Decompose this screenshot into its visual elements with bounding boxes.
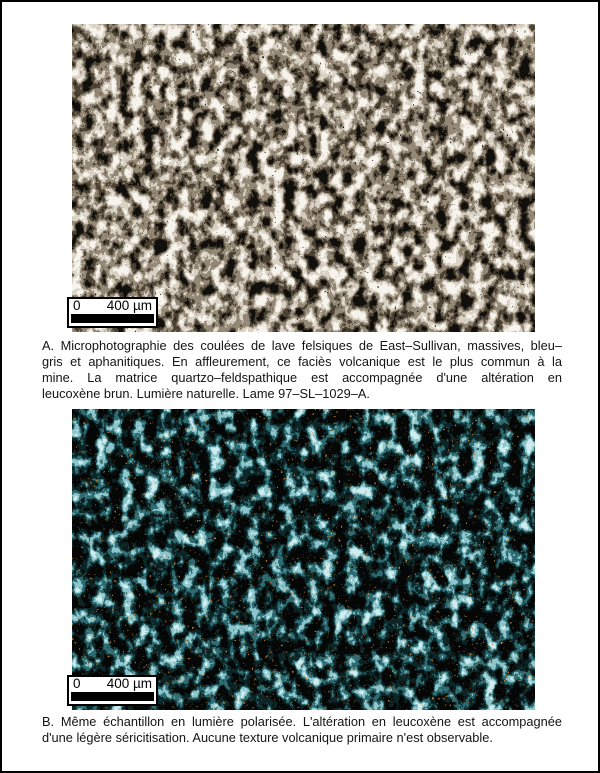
caption-a-line-2: gris et aphanitiques. En affleurement, ce faciès volcanique est le plus commun à la: [42, 354, 562, 369]
scale-length-label: 400 µm: [106, 298, 152, 313]
caption-a-line-4: leucoxène brun. Lumière naturelle. Lame 97–SL–1029–A.: [42, 386, 370, 401]
scale-bar-a: [67, 297, 158, 328]
scale-zero-label: 0: [73, 676, 81, 691]
scale-bar-a-line: [71, 314, 154, 323]
scale-bar-b: [67, 675, 158, 706]
scale-zero-label: 0: [73, 298, 81, 313]
caption-b: [42, 714, 562, 746]
photo-texture-b: [72, 409, 535, 710]
scale-length-label: 400 µm: [106, 676, 152, 691]
caption-a-line-1: A. Microphotographie des coulées de lave felsiques de East–Sullivan, massives, bleu–: [42, 338, 562, 353]
scale-bar-b-line: [71, 692, 154, 701]
microphotograph-a: [72, 24, 535, 332]
scale-bar-b-labels: [71, 677, 154, 691]
microphotograph-b: [72, 409, 535, 710]
caption-b-line-1: B. Même échantillon en lumière polarisée. L'altération en leucoxène est accompagnée: [42, 714, 562, 729]
caption-a-line-3: mine. La matrice quartzo–feldspathique est accompagnée d'une altération en: [42, 370, 562, 385]
photo-texture-a: [72, 24, 535, 332]
scale-bar-a-labels: [71, 299, 154, 313]
caption-b-line-2: d'une légère séricitisation. Aucune texture volcanique primaire n'est observable.: [42, 730, 493, 745]
caption-a: [42, 338, 562, 402]
